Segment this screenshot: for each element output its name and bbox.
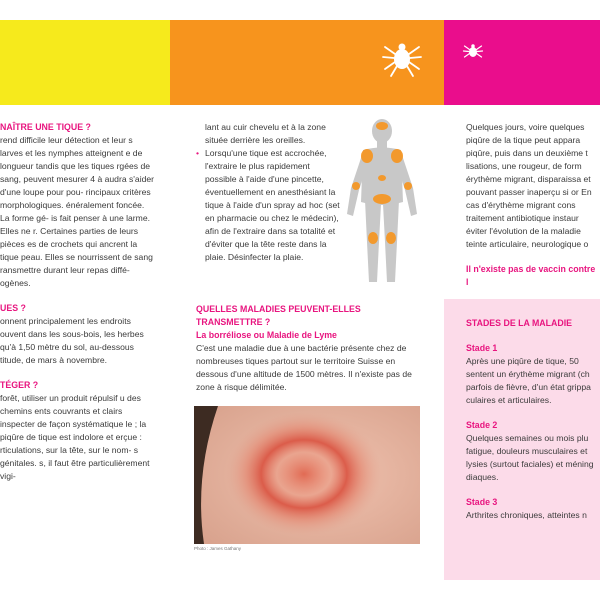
paragraph: Après une piqûre de tique, 50 sentent un érythème migrant (ch parfois de fièvre, d'un état grippa culaires et articulaires. xyxy=(466,356,591,405)
stage-title: Stade 1 xyxy=(466,343,498,353)
column-right xyxy=(466,121,600,289)
section-heading: NAÎTRE UNE TIQUE ? xyxy=(0,122,91,132)
paragraph: Quelques semaines ou mois plu fatigue, douleurs musculaires et lysies (surtout faciales) et méning diaques. xyxy=(466,433,594,482)
tick-icon xyxy=(462,40,484,62)
body-diagram xyxy=(343,118,421,286)
header-band-yellow xyxy=(0,20,170,105)
erythema-migrans-photo xyxy=(194,406,420,544)
column-left xyxy=(0,121,155,483)
paragraph: rend difficile leur détection et leur s larves et les nymphes atteignent e de longueur tandis que les tiques rgées de sang, peuvent mesurer 4 à audra s'aider d'une loupe pour pou- rincipaux critères morphologiques. énéralement foncée. La forme gé- is fait penser à une larme. Elles ne r. Certaines parties de leurs pièces es de crochets qui ancrent la tique peau. Elles se nourrissent de sang ransmettre durant leur repas diffé- ogènes. xyxy=(0,135,155,288)
paragraph: lant au cuir chevelu et à la zone située derrière les oreilles. xyxy=(205,122,326,145)
paragraph: forêt, utiliser un produit répulsif u des chemins ents couvrants et clairs inspecter de façon systématique le ; la piqûre de tique est indolore et erçue : rticulations, sur la tête, sur le nom- s génitales. s, il faut être particulièrement vigi- xyxy=(0,393,150,481)
stages-content xyxy=(466,317,600,522)
highlight-text: Il n'existe pas de vaccin contre l xyxy=(466,264,596,287)
photo-credit: Photo : James Gathany xyxy=(194,546,242,551)
paragraph: C'est une maladie due à une bactérie présente chez de nombreuses tiques partout sur le territoire Suisse en dessous d'une altitude de 1500 mètres. Il n'existe pas de zone à risque délimitée. xyxy=(196,343,412,392)
bullet-list xyxy=(196,147,341,264)
paragraph: Arthrites chroniques, atteintes n xyxy=(466,510,587,520)
section-heading: QUELLES MALADIES PEUVENT-ELLES TRANSMETTRE ? xyxy=(196,304,361,327)
column-middle xyxy=(196,121,341,264)
tick-icon xyxy=(380,35,424,79)
subheading: La borréliose ou Maladie de Lyme xyxy=(196,330,337,340)
stage-title: Stade 2 xyxy=(466,420,498,430)
paragraph: onnent principalement les endroits ouvent dans les sous-bois, les herbes qu'à 1,50 mètre du sol, au-dessous titude, de mars à novembre. xyxy=(0,316,144,365)
paragraph: Quelques jours, voire quelques piqûre de la tique peut appara piqûre, puis dans un deuxième t lisations, une rougeur, de form érythème migrant, disparaissa et pouvant passer inaperçu si or En cas d'érythème migrant cons traitement antibiotique instaur éviter l'évolution de la maladie teinte articulaire, neurologique o xyxy=(466,122,592,249)
diseases-section xyxy=(196,303,426,394)
section-heading: UES ? xyxy=(0,303,26,313)
header-band-magenta xyxy=(444,20,600,105)
stage-title: Stade 3 xyxy=(466,497,498,507)
section-heading: STADES DE LA MALADIE xyxy=(466,318,573,328)
section-heading: TÉGER ? xyxy=(0,380,39,390)
bullet-item: • Lorsqu'une tique est accrochée, l'extraire le plus rapidement possible à l'aide d'une pincette, éventuellement en anesthésiant la tique à l'aide d'un spray ad hoc (set en pharmacie ou chez le médecin), afin de l'extraire dans sa totalité et d'éviter que la tête reste dans la plaie. Désinfecter la plaie. xyxy=(196,147,341,264)
